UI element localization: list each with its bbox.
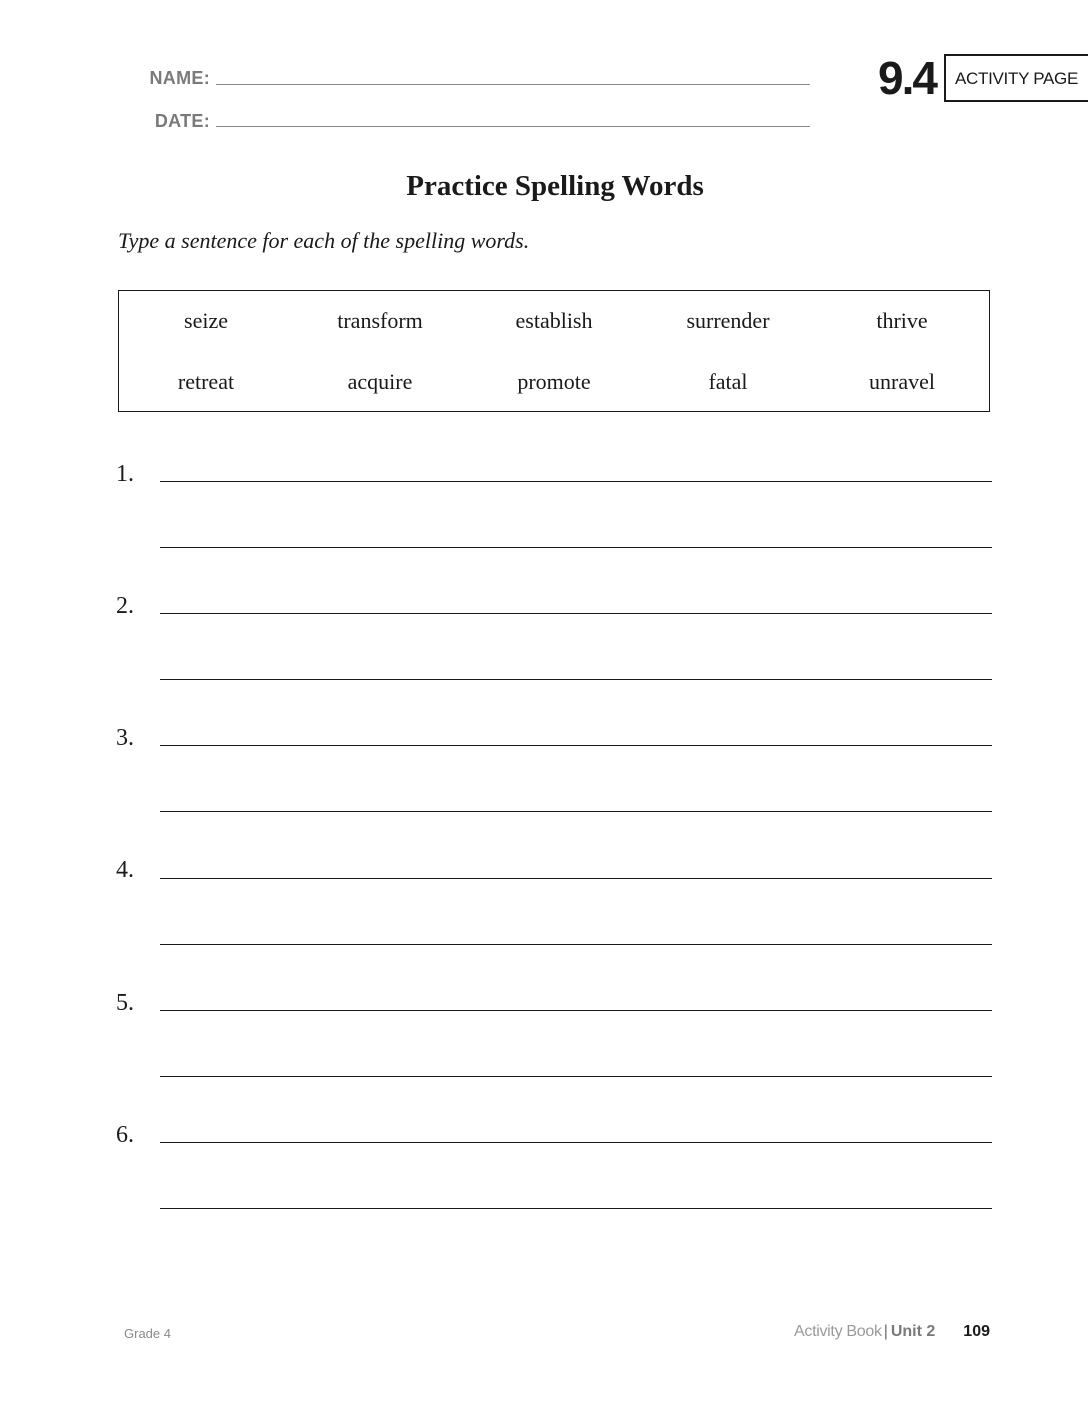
answer-line[interactable] bbox=[160, 481, 992, 482]
spelling-word: thrive bbox=[876, 308, 928, 333]
lesson-number: 9.4 bbox=[878, 52, 936, 104]
answer-line[interactable] bbox=[160, 745, 992, 746]
answer-line[interactable] bbox=[160, 811, 992, 812]
item-number: 6. bbox=[116, 1122, 134, 1148]
item-number: 2. bbox=[116, 593, 134, 619]
footer-unit: Unit 2 bbox=[890, 1323, 936, 1340]
page-title: Practice Spelling Words bbox=[406, 170, 704, 202]
footer-book-info bbox=[794, 1323, 990, 1341]
item-number: 4. bbox=[116, 857, 134, 883]
name-label: NAME: bbox=[149, 68, 210, 88]
date-label: DATE: bbox=[154, 111, 210, 131]
spelling-word: surrender bbox=[686, 308, 770, 333]
spelling-word: retreat bbox=[177, 369, 235, 394]
answer-line[interactable] bbox=[160, 613, 992, 614]
instructions: Type a sentence for each of the spelling words. bbox=[118, 228, 530, 253]
answer-line[interactable] bbox=[160, 1076, 992, 1077]
answer-line[interactable] bbox=[160, 1010, 992, 1011]
word-row-2 bbox=[119, 367, 989, 397]
item-number: 1. bbox=[116, 461, 134, 487]
page-number: 109 bbox=[963, 1323, 990, 1340]
item-number: 5. bbox=[116, 990, 134, 1016]
spelling-word: promote bbox=[517, 369, 591, 394]
footer-book: Activity Book bbox=[794, 1323, 882, 1340]
answer-line[interactable] bbox=[160, 1142, 992, 1143]
answer-line[interactable] bbox=[160, 547, 992, 548]
spelling-word: unravel bbox=[869, 369, 935, 394]
date-field-line[interactable] bbox=[216, 126, 810, 127]
activity-page-badge: ACTIVITY PAGE bbox=[944, 54, 1088, 102]
spelling-word: transform bbox=[337, 308, 423, 333]
footer-grade: Grade 4 bbox=[124, 1326, 171, 1341]
answer-line[interactable] bbox=[160, 1208, 992, 1209]
spelling-word: acquire bbox=[347, 369, 413, 394]
item-number: 3. bbox=[116, 725, 134, 751]
answer-line[interactable] bbox=[160, 679, 992, 680]
spelling-word: seize bbox=[184, 308, 228, 333]
spelling-word-box bbox=[118, 290, 990, 412]
word-row-1 bbox=[119, 306, 989, 336]
answer-line[interactable] bbox=[160, 878, 992, 879]
name-field-line[interactable] bbox=[216, 84, 810, 85]
spelling-word: fatal bbox=[708, 369, 748, 394]
footer-separator: | bbox=[883, 1323, 888, 1340]
spelling-word: establish bbox=[515, 308, 593, 333]
answer-line[interactable] bbox=[160, 944, 992, 945]
